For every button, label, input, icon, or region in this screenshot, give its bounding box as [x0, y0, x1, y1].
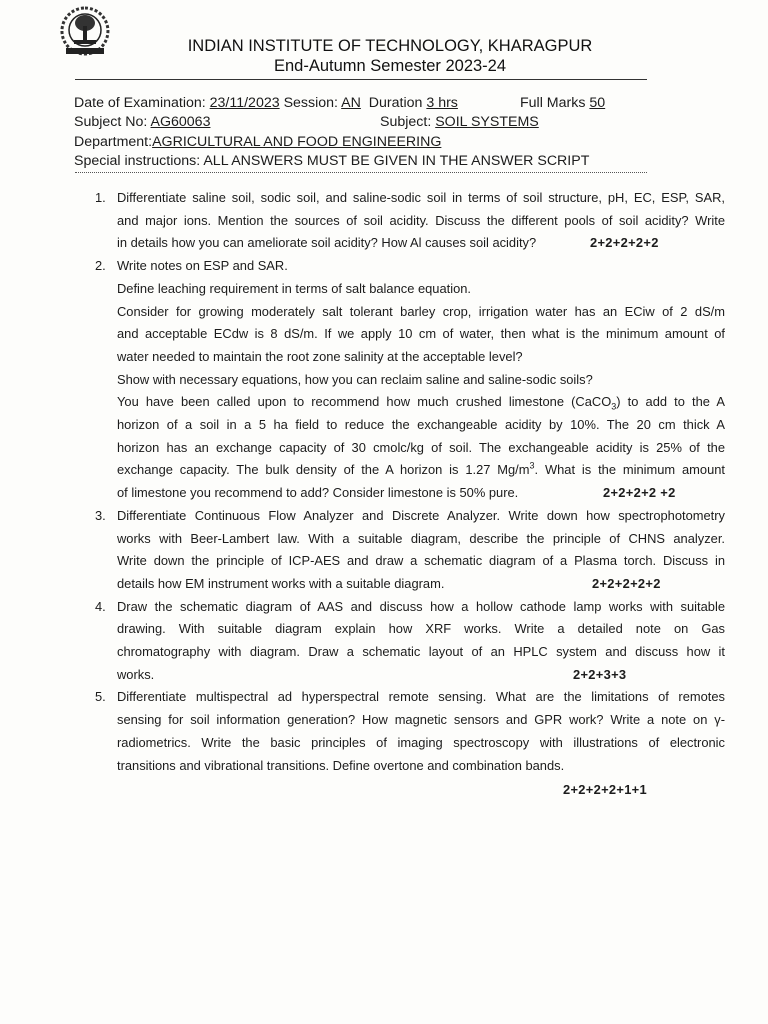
institute-name: INDIAN INSTITUTE OF TECHNOLOGY, KHARAGPUR: [187, 37, 593, 55]
question-text: works.: [117, 666, 155, 682]
marks-value: 50: [589, 95, 606, 111]
subject-no-value: AG60063: [150, 114, 211, 130]
subject-line: [380, 113, 539, 131]
question-marks: 2+2+2+2+2: [592, 575, 661, 591]
question-number: 3.: [95, 507, 106, 523]
text-part: exchange capacity. The bulk density of the A horizon is 1.27 Mg/m: [117, 462, 530, 478]
question-text: chromatography with diagram. Draw a schematic layout of an HPLC system and discuss how it: [117, 644, 725, 660]
question-marks: 2+2+3+3: [573, 666, 627, 682]
subscript: 3: [611, 401, 617, 412]
question-text: Write down the principle of ICP-AES and draw a schematic diagram of a Plasma torch. Discuss in: [117, 553, 725, 569]
question-text: Write notes on ESP and SAR.: [117, 258, 288, 274]
department-line: [74, 133, 441, 151]
date-label: Date of Examination:: [74, 95, 206, 111]
question-1: [95, 187, 725, 255]
session-label: Session:: [283, 95, 338, 111]
marks-label: Full Marks: [520, 95, 586, 111]
question-text: Draw the schematic diagram of AAS and discuss how a hollow cathode lamp works with suitable: [117, 598, 725, 614]
instructions-value: ALL ANSWERS MUST BE GIVEN IN THE ANSWER SCRIPT: [203, 153, 590, 169]
question-text: Differentiate multispectral ad hyperspectral remote sensing. What are the limitations of remotes: [117, 689, 725, 705]
subject-no-line: [74, 113, 210, 131]
question-text: water needed to maintain the root zone salinity at the acceptable level?: [117, 348, 523, 364]
question-3: [95, 505, 725, 596]
question-number: 1.: [95, 190, 106, 205]
question-text: radiometrics. Write the basic principles of imaging spectroscopy with illustrations of electronic: [117, 734, 725, 750]
instructions-label: Special instructions:: [74, 153, 201, 169]
question-marks: 2+2+2+2+1+1: [563, 782, 647, 798]
text-part: . What is the minimum amount: [534, 462, 725, 478]
question-text: transitions and vibrational transitions. Define overtone and combination bands.: [117, 757, 565, 773]
department-label: Department:: [74, 134, 153, 150]
question-text: Differentiate saline soil, sodic soil, and saline-sodic soil in terms of soil structure, pH, EC, ESP, SAR,: [117, 190, 725, 205]
date-value: 23/11/2023: [209, 95, 280, 111]
question-text: [117, 391, 725, 414]
superscript: 3: [529, 461, 535, 472]
question-text: drawing. With suitable diagram explain how XRF works. Write a detailed note on Gas: [117, 621, 725, 637]
duration-label: Duration: [368, 95, 423, 111]
question-text: [117, 459, 725, 482]
full-marks: [520, 94, 605, 112]
question-number: 4.: [95, 598, 106, 614]
question-text: horizon of a soil in a 5 ha field to reduce the exchangeable acidity by 10%. The 20 cm thick A: [117, 417, 725, 433]
question-5: [95, 686, 725, 802]
exam-date-line: [74, 94, 458, 112]
question-2: [95, 255, 725, 505]
question-number: 2.: [95, 258, 106, 274]
question-text: horizon has an exchange capacity of 30 cmolc/kg of soil. The exchangeable acidity is 25% of the: [117, 439, 725, 455]
question-text: Define leaching requirement in terms of salt balance equation.: [117, 280, 471, 296]
question-text: sensing for soil information generation? How magnetic sensors and GPR work? Write a note on γ-: [117, 712, 725, 728]
question-text: and acceptable ECdw is 8 dS/m. If we apply 10 cm of water, then what is the minimum amount of: [117, 326, 725, 342]
exam-header: [140, 36, 640, 76]
question-number: 5.: [95, 689, 106, 705]
semester-title: End-Autumn Semester 2023-24: [273, 57, 507, 75]
question-text: and major ions. Mention the sources of soil acidity. Discuss the different pools of soil acidity? Write: [117, 212, 725, 228]
question-text: in details how you can ameliorate soil acidity? How Al causes soil acidity?: [117, 235, 537, 251]
institute-logo: [58, 6, 112, 56]
question-text: Differentiate Continuous Flow Analyzer and Discrete Analyzer. Write down how spectrophotometry: [117, 507, 725, 523]
subject-label: Subject:: [380, 114, 432, 130]
question-marks: 2+2+2+2 +2: [603, 485, 676, 501]
text-part: You have been called upon to recommend how much crushed limestone (CaCO: [117, 394, 612, 410]
question-list: [95, 187, 725, 802]
question-4: [95, 596, 725, 687]
question-text: of limestone you recommend to add? Consider limestone is 50% pure.: [117, 485, 519, 501]
subject-value: SOIL SYSTEMS: [435, 114, 539, 130]
question-marks: 2+2+2+2+2: [590, 235, 659, 251]
question-text: Show with necessary equations, how you can reclaim saline and saline-sodic soils?: [117, 371, 593, 387]
question-text: works with Beer-Lambert law. With a suitable diagram, describe the principle of CHNS analyzer.: [117, 530, 725, 546]
text-part: ) to add to the A: [616, 394, 725, 410]
session-value: AN: [341, 95, 361, 111]
subject-no-label: Subject No:: [74, 114, 148, 130]
duration-value: 3 hrs: [426, 95, 458, 111]
question-text: Consider for growing moderately salt tolerant barley crop, irrigation water has an ECiw of 2 dS/m: [117, 303, 725, 319]
question-text: details how EM instrument works with a suitable diagram.: [117, 575, 445, 591]
header-rule: [75, 79, 647, 80]
instructions-rule: [75, 172, 647, 173]
instructions-line: [74, 152, 589, 170]
department-value: AGRICULTURAL AND FOOD ENGINEERING: [152, 134, 442, 150]
